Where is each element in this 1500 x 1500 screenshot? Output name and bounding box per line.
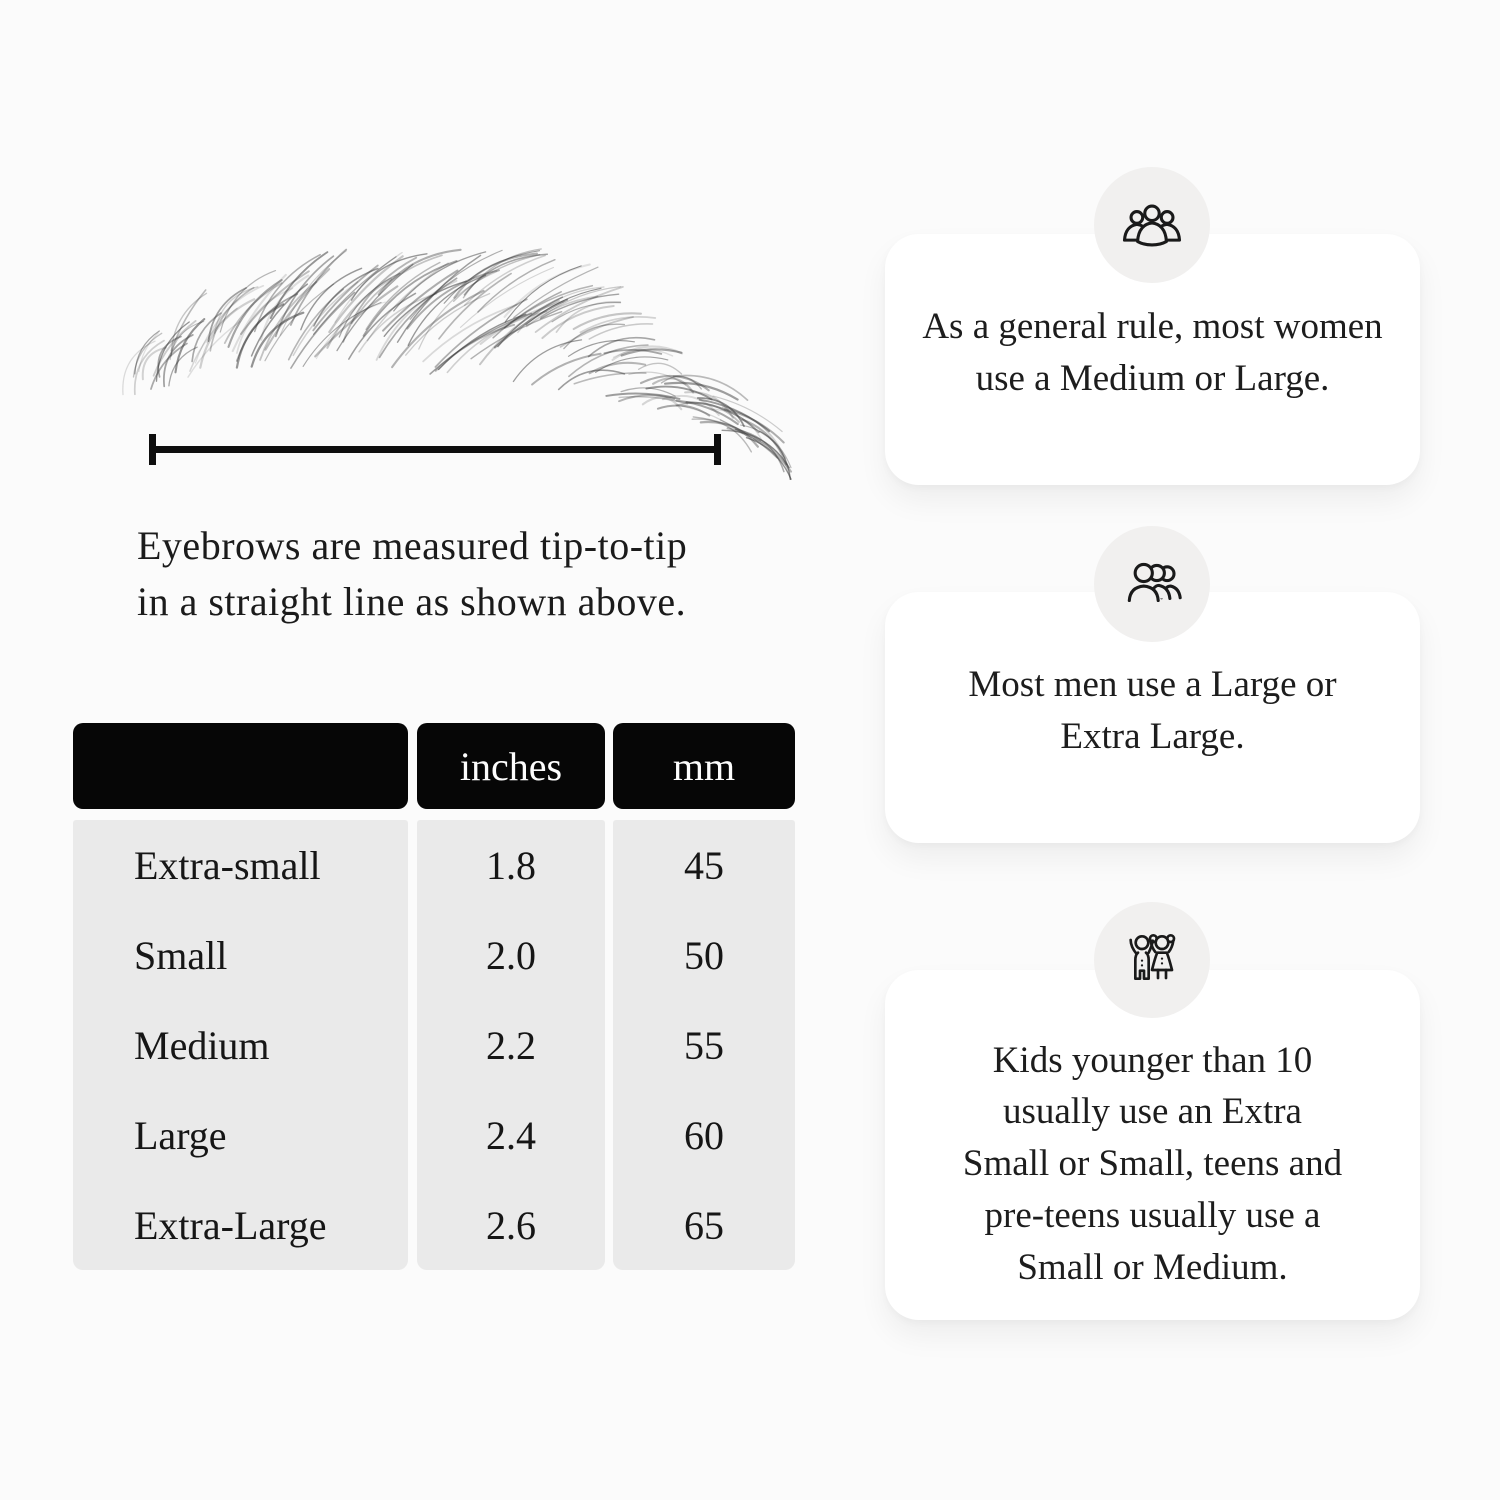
size-label: Small [134,932,228,978]
size-label: Extra-small [134,842,321,888]
card-text-line: Kids younger than 10 [992,1039,1313,1081]
measurement-line-right-cap [714,434,721,465]
kids-icon-circle [1094,902,1210,1018]
measurement-caption [137,518,777,630]
table-header-mm: mm [613,723,795,809]
table-column-inches [417,820,605,1270]
card-text-line: use a Medium or Large. [975,357,1330,399]
card-text-line: usually use an Extra [1002,1091,1302,1133]
women-group-icon [1119,196,1185,254]
measurement-line-bar [151,446,719,453]
size-label: Extra-Large [134,1202,327,1248]
size-label: Large [134,1112,227,1158]
card-text-line: pre-teens usually use a [984,1194,1321,1236]
table-header-blank [73,723,408,809]
table-column-sizes [73,820,408,1270]
table-header-inches: inches [417,723,605,809]
mm-value: 60 [684,1112,724,1158]
measurement-line [149,434,721,465]
card-text-line: As a general rule, most women [922,305,1383,347]
mm-value: 65 [684,1202,724,1248]
caption-line: Eyebrows are measured tip-to-tip [137,523,688,568]
men-group-icon [1119,555,1185,613]
inches-value: 2.4 [486,1112,536,1158]
men-icon-circle [1094,526,1210,642]
inches-value: 1.8 [486,842,536,888]
card-text-line: Small or Medium. [1017,1246,1288,1288]
caption-line: in a straight line as shown above. [137,579,687,624]
mm-value: 55 [684,1022,724,1068]
table-column-mm [613,820,795,1270]
inches-value: 2.2 [486,1022,536,1068]
inches-value: 2.6 [486,1202,536,1248]
size-label: Medium [134,1022,270,1068]
kids-advice-card [885,970,1420,1320]
women-icon-circle [1094,167,1210,283]
mm-value: 50 [684,932,724,978]
kids-icon [1120,929,1184,991]
mm-value: 45 [684,842,724,888]
card-text-line: Small or Small, teens and [962,1143,1343,1185]
card-text-line: Extra Large. [1060,715,1245,757]
inches-value: 2.0 [486,932,536,978]
card-text-line: Most men use a Large or [968,663,1337,705]
